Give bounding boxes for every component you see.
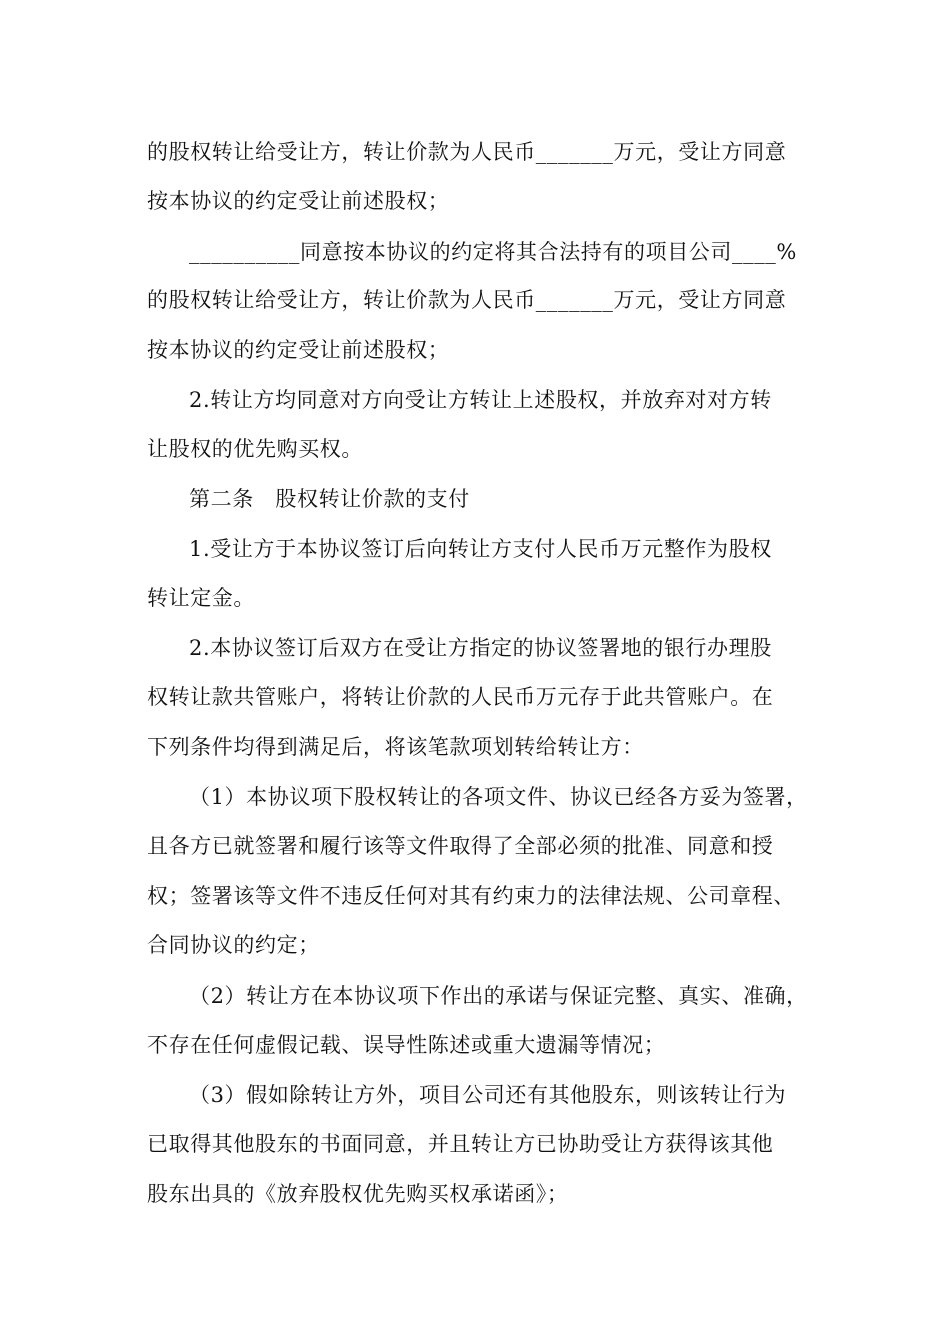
text-line: 按本协议的约定受让前述股权； <box>147 338 450 362</box>
text-line: 不存在任何虚假记载、误导性陈述或重大遗漏等情况； <box>147 1033 666 1057</box>
text-line: 1.受让方于本协议签订后向转让方支付人民币万元整作为股权 <box>189 537 772 561</box>
text-line: 下列条件均得到满足后，将该笔款项划转给转让方： <box>147 735 644 759</box>
text-line: 2.转让方均同意对方向受让方转让上述股权，并放弃对对方转 <box>189 388 772 412</box>
text-line: （3）假如除转让方外，项目公司还有其他股东，则该转让行为 <box>189 1083 787 1107</box>
text-line: 且各方已就签署和履行该等文件取得了全部必须的批准、同意和授 <box>147 834 774 858</box>
text-line: 权转让款共管账户，将转让价款的人民币万元存于此共管账户。在 <box>147 685 774 709</box>
text-line: __________同意按本协议的约定将其合法持有的项目公司____% <box>189 240 797 264</box>
text-line: 股东出具的《放弃股权优先购买权承诺函》； <box>147 1182 569 1206</box>
text-line: 转让定金。 <box>147 586 255 610</box>
text-line: 按本协议的约定受让前述股权； <box>147 189 450 213</box>
section-heading: 第二条 股权转让价款的支付 <box>189 487 470 511</box>
text-line: 合同协议的约定； <box>147 933 320 957</box>
text-line: 已取得其他股东的书面同意，并且转让方已协助受让方获得该其他 <box>147 1132 774 1156</box>
text-line: （2）转让方在本协议项下作出的承诺与保证完整、真实、准确， <box>189 984 808 1008</box>
text-line: （1）本协议项下股权转让的各项文件、协议已经各方妥为签署， <box>189 785 808 809</box>
text-line: 2.本协议签订后双方在受让方指定的协议签署地的银行办理股 <box>189 636 772 660</box>
text-line: 的股权转让给受让方，转让价款为人民币_______万元，受让方同意 <box>147 140 787 164</box>
text-line: 权；签署该等文件不违反任何对其有约束力的法律法规、公司章程、 <box>147 884 795 908</box>
text-line: 的股权转让给受让方，转让价款为人民币_______万元，受让方同意 <box>147 288 787 312</box>
text-line: 让股权的优先购买权。 <box>147 437 363 461</box>
